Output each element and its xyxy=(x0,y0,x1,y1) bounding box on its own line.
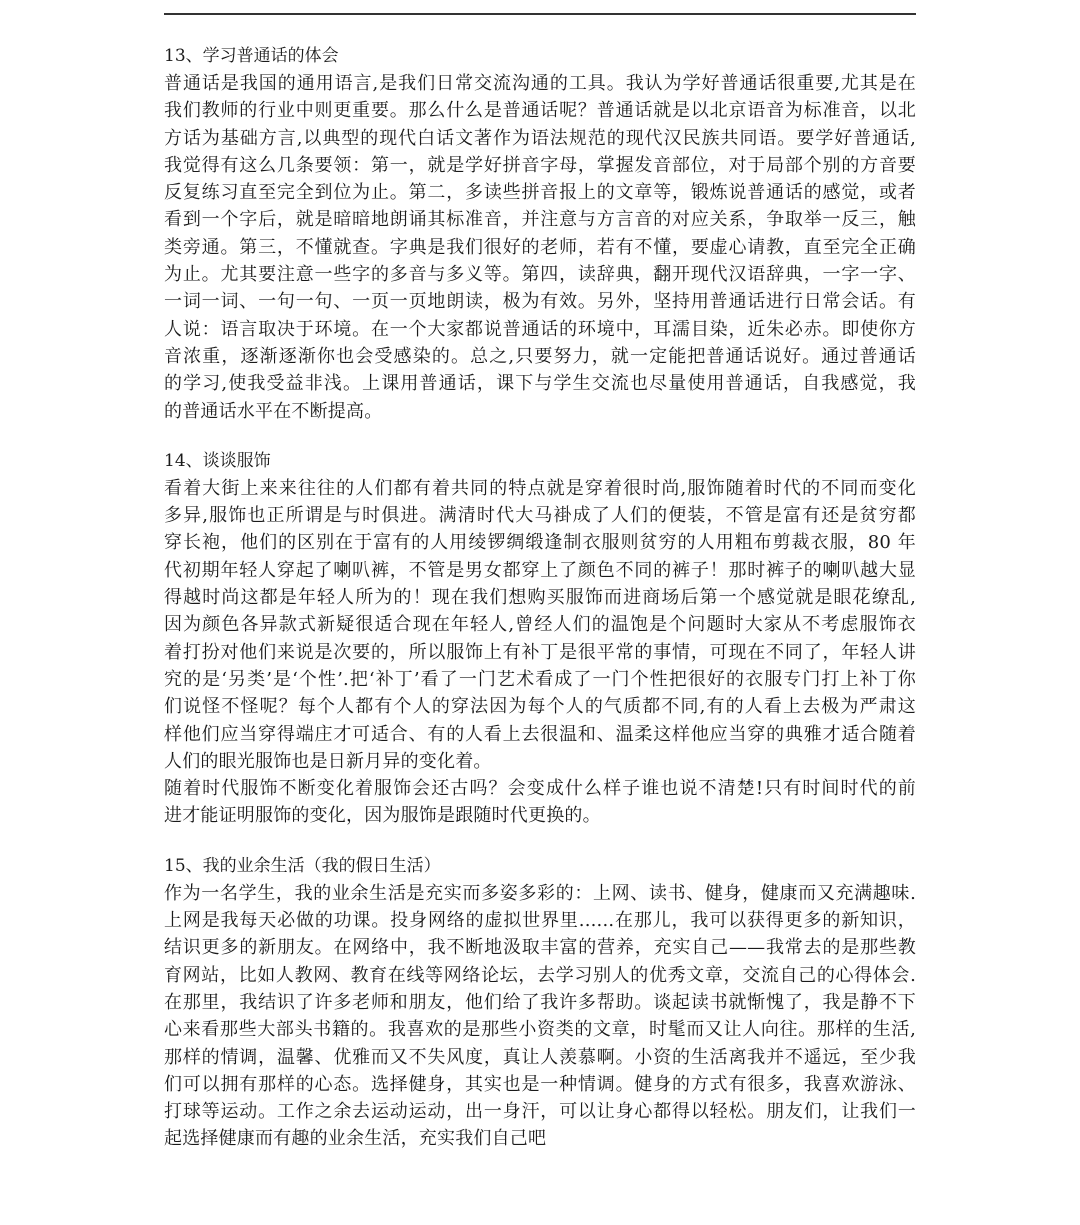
text-line: 人们的眼光服饰也是日新月异的变化着。 xyxy=(164,750,492,772)
text-line: 代初期年轻人穿起了喇叭裤，不管是男女都穿上了颜色不同的裤子！那时裤子的喇叭越大显 xyxy=(164,559,916,581)
text-line: 样他们应当穿得端庄才可适合、有的人看上去很温和、温柔这样他应当穿的典雅才适合随着 xyxy=(164,723,916,745)
top-rule-divider xyxy=(164,13,916,15)
section-14-title: 14、谈谈服饰 xyxy=(164,450,271,471)
text-line: 看着大街上来来往往的人们都有着共同的特点就是穿着很时尚,服饰随着时代的不同而变化 xyxy=(164,477,916,499)
text-line: 穿长袍，他们的区别在于富有的人用绫锣绸缎逢制衣服则贫穷的人用粗布剪裁衣服，80 年 xyxy=(164,532,916,554)
section-13-title: 13、学习普通话的体会 xyxy=(164,46,339,66)
text-line: 的普通话水平在不断提高。 xyxy=(164,400,383,422)
text-line: 我觉得有这么几条要领：第一，就是学好拼音字母，掌握发音部位，对于局部个别的方音要 xyxy=(164,154,916,176)
section-gap xyxy=(164,830,916,853)
text-line: 结识更多的新朋友。在网络中，我不断地汲取丰富的营养，充实自己——我常去的是那些教 xyxy=(164,937,916,959)
text-line: 因为颜色各异款式新疑很适合现在年轻人,曾经人们的温饱是个问题时大家从不考虑服饰衣 xyxy=(164,614,916,636)
text-line: 育网站，比如人教网、教育在线等网络论坛，去学习别人的优秀文章，交流自己的心得体会. xyxy=(164,964,916,986)
text-line: 们说怪不怪呢？每个人都有个人的穿法因为每个人的气质都不同,有的人看上去极为严肃这 xyxy=(164,696,916,718)
text-line: 的学习,使我受益非浅。上课用普通话，课下与学生交流也尽量使用普通话，自我感觉，我 xyxy=(164,373,916,395)
text-line: 们可以拥有那样的心态。选择健身，其实也是一种情调。健身的方式有很多，我喜欢游泳、 xyxy=(164,1073,916,1095)
text-line: 类旁通。第三，不懂就查。字典是我们很好的老师，若有不懂，要虚心请教，直至完全正确 xyxy=(164,236,916,258)
text-line: 得越时尚这都是年轻人所为的！现在我们想购买服饰而进商场后第一个感觉就是眼花缭乱, xyxy=(164,587,916,609)
text-line: 为止。尤其要注意一些字的多音与多义等。第四，读辞典，翻开现代汉语辞典，一字一字、 xyxy=(164,264,916,286)
text-line: 一词一词、一句一句、一页一页地朗读，极为有效。另外，坚持用普通话进行日常会话。有 xyxy=(164,291,916,313)
text-line: 进才能证明服饰的变化，因为服饰是跟随时代更换的。 xyxy=(164,805,601,827)
text-line: 音浓重，逐渐逐渐你也会受感染的。总之,只要努力，就一定能把普通话说好。通过普通话 xyxy=(164,345,916,367)
text-line: 在那里，我结识了许多老师和朋友，他们给了我许多帮助。谈起读书就惭愧了，我是静不下 xyxy=(164,991,916,1013)
text-line: 随着时代服饰不断变化着服饰会还古吗？会变成什么样子谁也说不清楚!只有时间时代的前 xyxy=(164,778,916,800)
text-line: 方话为基础方言,以典型的现代白话文著作为语法规范的现代汉民族共同语。要学好普通话, xyxy=(164,127,916,149)
text-line: 起选择健康而有趣的业余生活，充实我们自己吧 xyxy=(164,1128,547,1150)
section-gap xyxy=(164,425,916,448)
text-line: 着打扮对他们来说是次要的，所以服饰上有补丁是很平常的事情，可现在不同了，年轻人讲 xyxy=(164,641,916,663)
document-page xyxy=(164,0,916,1225)
text-line: 那样的情调，温馨、优雅而又不失风度，真让人羡慕啊。小资的生活离我并不遥远，至少我 xyxy=(164,1046,916,1068)
text-line: 上网是我每天必做的功课。投身网络的虚拟世界里......在那儿，我可以获得更多的新知识， xyxy=(164,910,916,932)
text-line: 心来看那些大部头书籍的。我喜欢的是那些小资类的文章，时髦而又让人向往。那样的生活, xyxy=(164,1019,916,1041)
text-line: 打球等运动。工作之余去运动运动，出一身汗，可以让身心都得以轻松。朋友们，让我们一 xyxy=(164,1101,916,1123)
text-line: 看到一个字后，就是暗暗地朗诵其标准音，并注意与方言音的对应关系，争取举一反三，触 xyxy=(164,209,916,231)
document-content xyxy=(164,43,916,1153)
section-15-paragraph xyxy=(164,880,916,1153)
text-line: 究的是‘另类’是‘个性’.把‘补丁’看了一门艺术看成了一门个性把很好的衣服专门打上补丁你 xyxy=(164,668,916,690)
text-line: 人说：语言取决于环境。在一个大家都说普通话的环境中，耳濡目染，近朱必赤。即使你方 xyxy=(164,318,916,340)
text-line: 作为一名学生，我的业余生活是充实而多姿多彩的：上网、读书、健身，健康而又充满趣味. xyxy=(164,882,916,904)
section-14-paragraph-1 xyxy=(164,475,916,775)
section-13-paragraph xyxy=(164,70,916,425)
text-line: 普通话是我国的通用语言,是我们日常交流沟通的工具。我认为学好普通话很重要,尤其是在 xyxy=(164,73,916,94)
section-15-title: 15、我的业余生活（我的假日生活） xyxy=(164,855,441,876)
text-line: 多异,服饰也正所谓是与时俱进。满清时代大马褂成了人们的便装，不管是富有还是贫穷都 xyxy=(164,505,916,527)
section-14-paragraph-2 xyxy=(164,775,916,830)
text-line: 反复练习直至完全到位为止。第二，多读些拼音报上的文章等，锻炼说普通话的感觉，或者 xyxy=(164,182,916,204)
text-line: 我们教师的行业中则更重要。那么什么是普通话呢？普通话就是以北京语音为标准音，以北 xyxy=(164,100,916,122)
